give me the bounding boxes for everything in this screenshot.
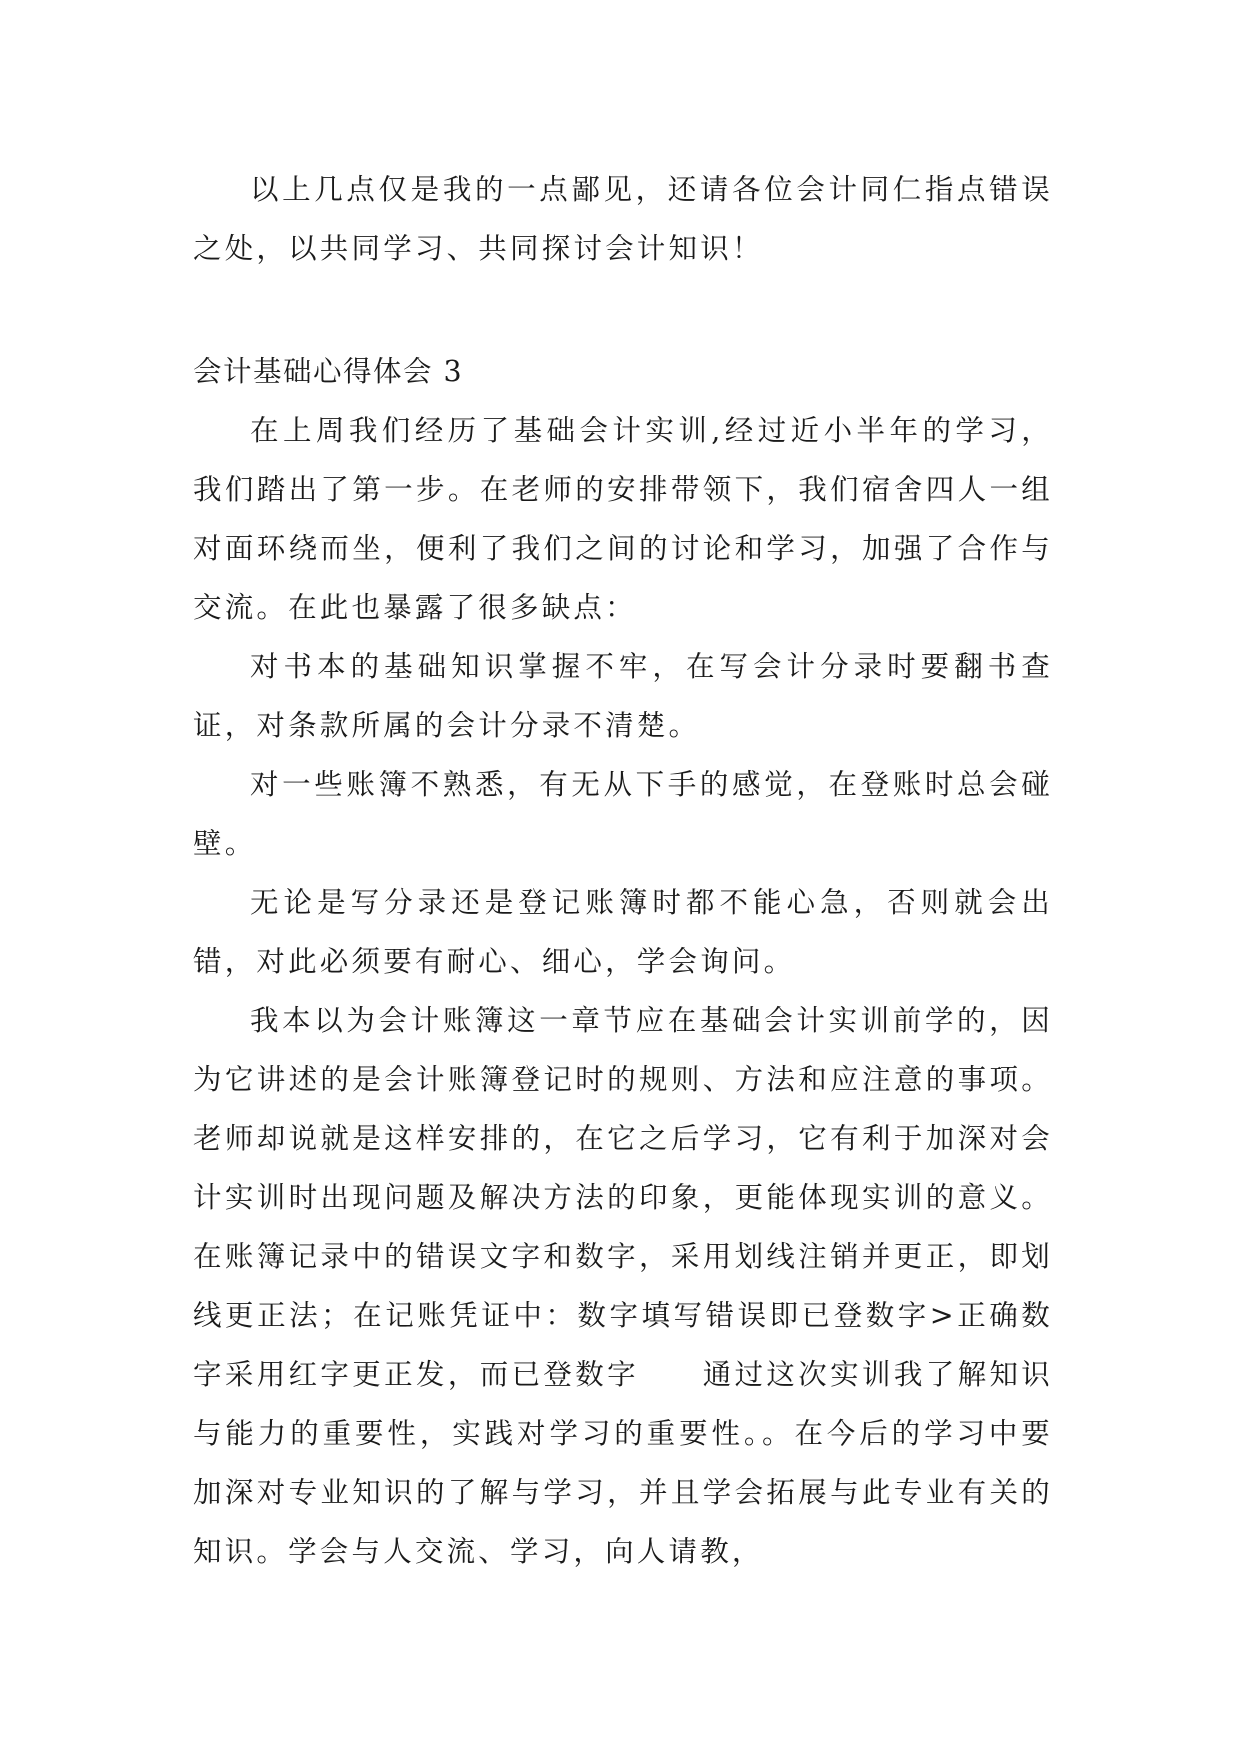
section-title: 会计基础心得体会 3 [193,355,464,388]
paragraph-4: 无论是写分录还是登记账簿时都不能心急，否则就会出错，对此必须要有耐心、细心，学会询问。 [193,886,1053,978]
paragraph-2: 对书本的基础知识掌握不牢，在写会计分录时要翻书查证，对条款所属的会计分录不清楚。 [193,650,1053,742]
paragraph-3: 对一些账簿不熟悉，有无从下手的感觉，在登账时总会碰壁。 [193,768,1053,860]
intro-paragraph: 以上几点仅是我的一点鄙见，还请各位会计同仁指点错误之处，以共同学习、共同探讨会计知识！ [193,173,1053,265]
paragraph-5: 我本以为会计账簿这一章节应在基础会计实训前学的，因为它讲述的是会计账簿登记时的规则、方法和应注意的事项。老师却说就是这样安排的，在它之后学习，它有利于加深对会计实训时出现问题及解决方法的印象，更能体现实训的意义。在账簿记录中的错误文字和数字，采用划线注销并更正，即划线更正法；在记账凭证中：数字填写错误即已登数字>正确数字采用红字更正发，而已登数字 通过这次实训我了解知识与能力的重要性，实践对学习的重要性。。在今后的学习中要加深对专业知识的了解与学习，并且学会拓展与此专业有关的知识。学会与人交流、学习，向人请教， [193,1004,1053,1568]
document-body [193,160,1053,1581]
paragraph-1: 在上周我们经历了基础会计实训,经过近小半年的学习，我们踏出了第一步。在老师的安排带领下，我们宿舍四人一组对面环绕而坐，便利了我们之间的讨论和学习，加强了合作与交流。在此也暴露了很多缺点： [193,414,1053,624]
